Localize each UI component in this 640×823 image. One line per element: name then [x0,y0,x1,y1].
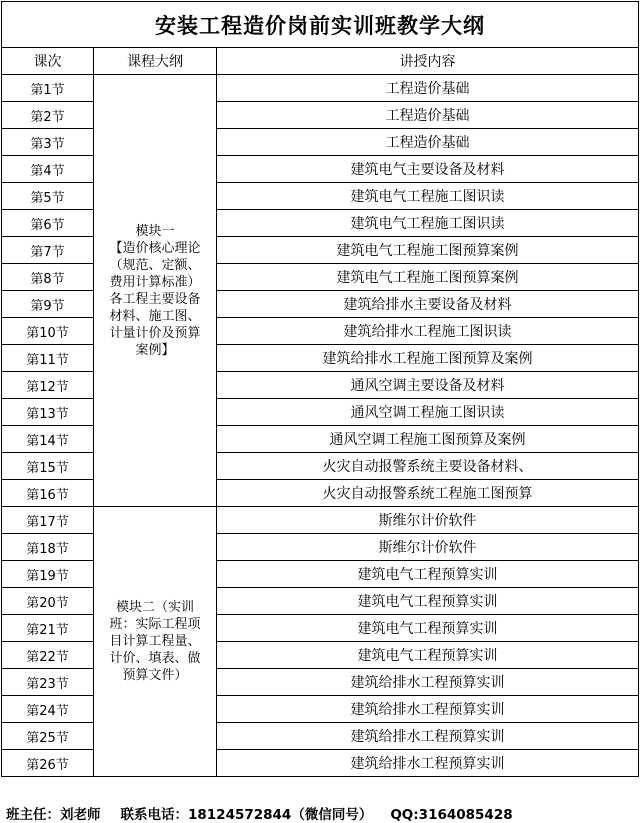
lesson-cell: 第8节 [2,264,94,291]
module-cell [94,75,217,507]
table-row [2,75,639,102]
footer-teacher: 班主任：刘老师 [6,807,101,823]
lesson-cell: 第19节 [2,561,94,588]
footer-contact [6,803,513,823]
title-row [2,2,639,48]
content-cell: 通风空调工程施工图识读 [217,399,639,426]
content-cell: 建筑电气工程预算实训 [217,588,639,615]
lesson-cell: 第9节 [2,291,94,318]
content-cell: 火灾自动报警系统主要设备材料、 [217,453,639,480]
module-text-line: 目计算工程量、 [109,634,201,649]
content-cell: 建筑电气主要设备及材料 [217,156,639,183]
header-outline: 课程大纲 [94,48,217,75]
header-row [2,48,639,75]
lesson-cell: 第7节 [2,237,94,264]
module-text-line: 【造价核心理论 [109,240,201,256]
module-text-line: 计价、填表、做 [109,651,201,666]
content-cell: 建筑给排水工程预算实训 [217,669,639,696]
module-text-line: 材料、施工图、 [109,308,201,324]
module-text-line: 预算文件） [122,668,188,683]
lesson-cell: 第13节 [2,399,94,426]
content-cell: 建筑给排水主要设备及材料 [217,291,639,318]
content-cell: 建筑电气工程施工图识读 [217,210,639,237]
lesson-cell: 第15节 [2,453,94,480]
content-cell: 斯维尔计价软件 [217,507,639,534]
header-content: 讲授内容 [217,48,639,75]
module-text-line: 各工程主要设备 [109,291,201,307]
content-cell: 通风空调工程施工图预算及案例 [217,426,639,453]
content-cell: 建筑电气工程施工图预算案例 [217,264,639,291]
content-cell: 建筑电气工程施工图识读 [217,183,639,210]
lesson-cell: 第3节 [2,129,94,156]
lesson-cell: 第12节 [2,372,94,399]
lesson-cell: 第22节 [2,642,94,669]
syllabus-table [1,1,639,777]
content-cell: 建筑给排水工程施工图识读 [217,318,639,345]
lesson-cell: 第24节 [2,696,94,723]
module-cell [94,507,217,777]
module-text-line: 计量计价及预算 [109,325,201,341]
header-lesson: 课次 [2,48,94,75]
lesson-cell: 第23节 [2,669,94,696]
content-cell: 建筑给排水工程预算实训 [217,696,639,723]
lesson-cell: 第16节 [2,480,94,507]
lesson-cell: 第20节 [2,588,94,615]
lesson-cell: 第25节 [2,723,94,750]
content-cell: 通风空调主要设备及材料 [217,372,639,399]
content-cell: 建筑给排水工程预算实训 [217,723,639,750]
module-text-line: 模块二（实训 [115,600,194,615]
content-cell: 火灾自动报警系统工程施工图预算 [217,480,639,507]
lesson-cell: 第11节 [2,345,94,372]
content-cell: 工程造价基础 [217,129,639,156]
content-cell: 斯维尔计价软件 [217,534,639,561]
lesson-cell: 第6节 [2,210,94,237]
content-cell: 建筑电气工程预算实训 [217,642,639,669]
lesson-cell: 第14节 [2,426,94,453]
content-cell: 工程造价基础 [217,102,639,129]
content-cell: 建筑给排水工程施工图预算及案例 [217,345,639,372]
content-cell: 建筑电气工程预算实训 [217,615,639,642]
lesson-cell: 第1节 [2,75,94,102]
module-text-line: 费用计算标准） [109,274,201,290]
footer-qq: QQ:3164085428 [390,807,513,823]
lesson-cell: 第26节 [2,750,94,777]
page-title: 安装工程造价岗前实训班教学大纲 [2,2,639,48]
lesson-cell: 第5节 [2,183,94,210]
lesson-cell: 第18节 [2,534,94,561]
module-text-line: 案例】 [135,342,175,358]
content-cell: 建筑给排水工程预算实训 [217,750,639,777]
footer-phone: 联系电话：18124572844（微信同号） [120,807,373,823]
content-cell: 建筑电气工程施工图预算案例 [217,237,639,264]
content-cell: 建筑电气工程预算实训 [217,561,639,588]
lesson-cell: 第21节 [2,615,94,642]
table-row [2,507,639,534]
lesson-cell: 第17节 [2,507,94,534]
module-text-line: 模块一 [135,223,175,239]
lesson-cell: 第10节 [2,318,94,345]
lesson-cell: 第4节 [2,156,94,183]
module-text-line: 班：实际工程项 [109,617,201,632]
module-text-line: （规范、定额、 [109,257,201,273]
lesson-cell: 第2节 [2,102,94,129]
content-cell: 工程造价基础 [217,75,639,102]
